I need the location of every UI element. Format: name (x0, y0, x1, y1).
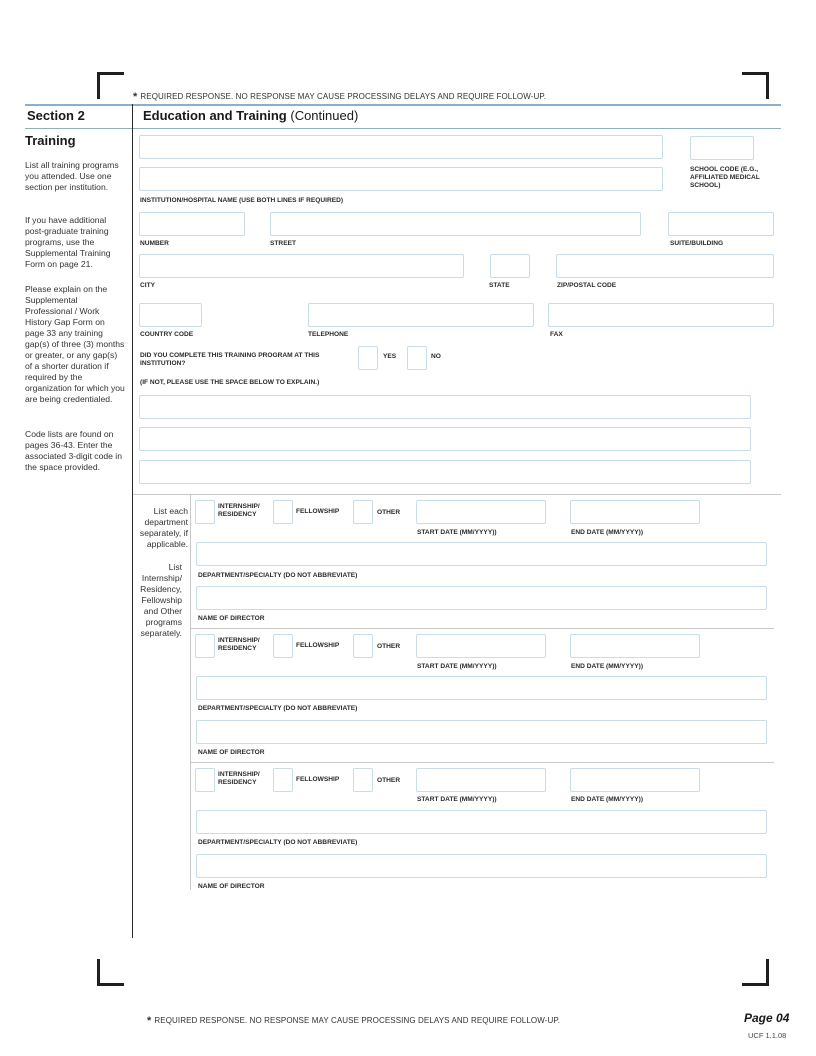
director-label: NAME OF DIRECTOR (198, 615, 265, 622)
section-number: Section 2 (27, 108, 85, 123)
director-label: NAME OF DIRECTOR (198, 749, 265, 756)
department-label: DEPARTMENT/SPECIALTY (DO NOT ABBREVIATE) (198, 839, 358, 846)
country-code-input[interactable] (139, 303, 202, 327)
start-date-label: START DATE (MM/YYYY)) (417, 529, 497, 536)
start-date-input[interactable] (416, 500, 546, 524)
form-version: UCF 1.1.08 (748, 1031, 787, 1040)
sidebar-para-4: Code lists are found on pages 36-43. Enter the associated 3-digit code in the space provided. (25, 429, 122, 472)
other-checkbox[interactable] (353, 634, 373, 658)
end-date-label: END DATE (MM/YYYY)) (571, 529, 644, 536)
crop-mark-bottom-right (742, 959, 769, 986)
fellowship-checkbox[interactable] (273, 634, 293, 658)
section-header-bar (25, 104, 781, 129)
street-number-input[interactable] (139, 212, 245, 236)
institution-name-line-1[interactable] (139, 135, 663, 159)
other-label: OTHER (377, 777, 401, 784)
completed-yes-checkbox[interactable] (358, 346, 378, 370)
internship-label: INTERNSHIP/ RESIDENCY (218, 503, 260, 518)
director-input[interactable] (196, 854, 767, 878)
other-label: OTHER (377, 509, 401, 516)
director-input[interactable] (196, 586, 767, 610)
internship-checkbox[interactable] (195, 768, 215, 792)
telephone-input[interactable] (308, 303, 534, 327)
director-label: NAME OF DIRECTOR (198, 883, 265, 890)
explain-line-3[interactable] (139, 460, 751, 484)
sidebar-divider (132, 104, 133, 938)
crop-mark-top-left (97, 72, 124, 99)
completed-no-checkbox[interactable] (407, 346, 427, 370)
fax-label: FAX (550, 331, 563, 338)
start-date-input[interactable] (416, 634, 546, 658)
other-checkbox[interactable] (353, 768, 373, 792)
programs-divider (133, 494, 781, 495)
director-input[interactable] (196, 720, 767, 744)
page-number: Page 04 (744, 1011, 790, 1025)
school-code-input[interactable] (690, 136, 754, 160)
program-divider-2 (190, 762, 774, 763)
programs-note-1: List each department separately, if applicable. (139, 506, 188, 549)
sidebar-title: Training (25, 133, 76, 148)
state-input[interactable] (490, 254, 530, 278)
end-date-label: END DATE (MM/YYYY)) (571, 663, 644, 670)
department-label: DEPARTMENT/SPECIALTY (DO NOT ABBREVIATE) (198, 572, 358, 579)
suite-building-label: SUITE/BUILDING (670, 240, 724, 247)
section-title (143, 108, 358, 123)
start-date-label: START DATE (MM/YYYY)) (417, 796, 497, 803)
zip-input[interactable] (556, 254, 774, 278)
internship-checkbox[interactable] (195, 500, 215, 524)
completed-yes-label: YES (383, 353, 397, 360)
fax-input[interactable] (548, 303, 774, 327)
section-title-continued: (Continued) (290, 108, 359, 123)
country-code-label: COUNTRY CODE (140, 331, 194, 338)
required-notice-top (133, 91, 546, 103)
institution-name-line-2[interactable] (139, 167, 663, 191)
end-date-input[interactable] (570, 768, 700, 792)
explain-line-2[interactable] (139, 427, 751, 451)
programs-inner-divider (190, 494, 191, 890)
fellowship-label: FELLOWSHIP (296, 776, 340, 783)
school-code-label: SCHOOL CODE (E.G., AFFILIATED MEDICAL SCHOOL) (690, 166, 760, 189)
start-date-label: START DATE (MM/YYYY)) (417, 663, 497, 670)
end-date-label: END DATE (MM/YYYY)) (571, 796, 644, 803)
department-input[interactable] (196, 542, 767, 566)
department-input[interactable] (196, 676, 767, 700)
start-date-input[interactable] (416, 768, 546, 792)
required-star-icon: * (147, 1015, 152, 1027)
internship-label: INTERNSHIP/ RESIDENCY (218, 637, 260, 652)
explain-line-1[interactable] (139, 395, 751, 419)
sidebar-para-3: Please explain on the Supplemental Professional / Work History Gap Form on page 33 any training gap(s) of three (3) months or greater, or any gap(s) of a shorter duration if required by the organization for which you are being credentialed. (25, 284, 125, 404)
suite-building-input[interactable] (668, 212, 774, 236)
required-star-icon: * (133, 91, 138, 103)
required-notice-text: REQUIRED RESPONSE. NO RESPONSE MAY CAUSE PROCESSING DELAYS AND REQUIRE FOLLOW-UP. (140, 92, 547, 101)
fellowship-checkbox[interactable] (273, 500, 293, 524)
fellowship-label: FELLOWSHIP (296, 508, 340, 515)
fellowship-label: FELLOWSHIP (296, 642, 340, 649)
required-notice-text: REQUIRED RESPONSE. NO RESPONSE MAY CAUSE PROCESSING DELAYS AND REQUIRE FOLLOW-UP. (154, 1016, 561, 1025)
city-label: CITY (140, 282, 156, 289)
section-title-main: Education and Training (143, 108, 287, 123)
state-label: STATE (489, 282, 510, 289)
sidebar-para-2: If you have additional post-graduate training programs, use the Supplemental Training Form on page 21. (25, 215, 111, 269)
end-date-input[interactable] (570, 500, 700, 524)
street-input[interactable] (270, 212, 641, 236)
crop-mark-bottom-left (97, 959, 124, 986)
number-label: NUMBER (140, 240, 169, 247)
department-label: DEPARTMENT/SPECIALTY (DO NOT ABBREVIATE) (198, 705, 358, 712)
institution-name-label: INSTITUTION/HOSPITAL NAME (USE BOTH LINES IF REQUIRED) (140, 197, 344, 204)
completed-question: DID YOU COMPLETE THIS TRAINING PROGRAM AT THIS INSTITUTION? (140, 352, 320, 367)
internship-label: INTERNSHIP/ RESIDENCY (218, 771, 260, 786)
internship-checkbox[interactable] (195, 634, 215, 658)
zip-label: ZIP/POSTAL CODE (557, 282, 617, 289)
end-date-input[interactable] (570, 634, 700, 658)
other-checkbox[interactable] (353, 500, 373, 524)
street-label: STREET (270, 240, 297, 247)
completed-no-label: NO (431, 353, 441, 360)
city-input[interactable] (139, 254, 464, 278)
program-divider-1 (190, 628, 774, 629)
sidebar-para-1: List all training programs you attended. Use one section per institution. (25, 160, 119, 192)
crop-mark-top-right (742, 72, 769, 99)
programs-note-2: List Internship/ Residency, Fellowship and Other programs separately. (140, 562, 182, 638)
fellowship-checkbox[interactable] (273, 768, 293, 792)
explain-label: (IF NOT, PLEASE USE THE SPACE BELOW TO EXPLAIN.) (140, 379, 320, 386)
telephone-label: TELEPHONE (308, 331, 349, 338)
other-label: OTHER (377, 643, 401, 650)
required-notice-bottom (147, 1015, 560, 1027)
department-input[interactable] (196, 810, 767, 834)
